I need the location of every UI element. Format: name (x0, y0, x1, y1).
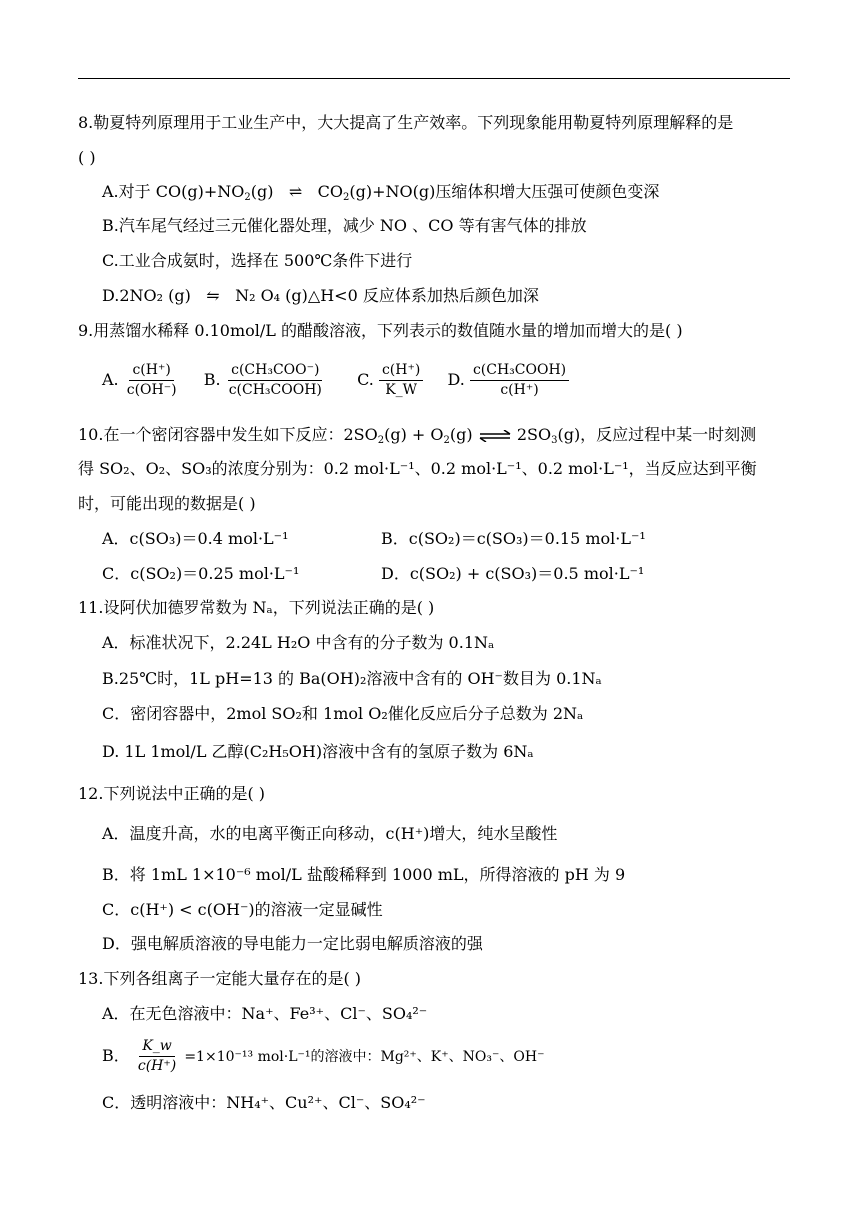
fraction: $\frac{c(H^+)}{K\_W}$ (379, 361, 423, 400)
q9-options (102, 358, 569, 402)
equilibrium-arrow-icon: ⇌ (288, 182, 303, 201)
q12-option-c[interactable]: C．c(H⁺) < c(OH⁻)的溶液一定显碱性 (102, 900, 383, 919)
q9-option-b[interactable]: B. $\frac{\text{c(CH₃COO⁻)}}{\text{c(CH₃COOH)}}$ (204, 370, 330, 389)
q8-stem: 8.勒夏特列原理用于工业生产中，大大提高了生产效率。下列现象能用勒夏特列原理解释的是 (78, 113, 734, 132)
q10-stem-line1: 10.在一个密闭容器中发生如下反应：$2SO_2(g) + O_2(g)$ $2SO_3(g)$，反应过程中某一时刻测 (78, 425, 757, 446)
q10-option-c[interactable]: C．c(SO₂)＝0.25 mol·L⁻¹ (102, 564, 300, 583)
q9-stem: 9.用蒸馏水稀释 0.10mol/L 的醋酸溶液，下列表示的数值随水量的增加而增大的是( ) (78, 321, 683, 340)
fraction: $\frac{\text{c(CH₃COOH)}}{c(H^+)}$ (470, 361, 569, 400)
q10-stem-line3: 时，可能出现的数据是( ) (78, 494, 256, 513)
q10-option-d[interactable]: D．c(SO₂) + c(SO₃)＝0.5 mol·L⁻¹ (381, 564, 645, 583)
equilibrium-arrow-icon: ⇋ (206, 286, 220, 305)
q8-option-a[interactable]: A.对于 $CO(g)+NO_2(g)$ ⇌ $CO_2(g)+NO(g)$压缩体积增大压强可使颜色变深 (102, 182, 660, 203)
q9-option-d[interactable]: D. $\frac{\text{c(CH₃COOH)}}{c(H^+)}$ (448, 370, 570, 389)
q12-option-a[interactable]: A．温度升高，水的电离平衡正向移动，c(H⁺)增大，纯水呈酸性 (102, 824, 558, 843)
equilibrium-arrow-icon (478, 430, 512, 442)
q8-option-c[interactable]: C.工业合成氨时，选择在 500℃条件下进行 (102, 251, 413, 270)
fraction: $\frac{c(H^+)}{c(OH^-)}$ (126, 362, 177, 398)
q9-option-c[interactable]: C. $\frac{c(H^+)}{K\_W}$ (357, 370, 428, 389)
q8-option-d[interactable]: D.2NO₂ (g) ⇋ N₂ O₄ (g)△H<0 反应体系加热后颜色加深 (102, 286, 539, 305)
header-rule (78, 78, 790, 79)
q12-stem: 12.下列说法中正确的是( ) (78, 784, 266, 803)
q13-option-c[interactable]: C．透明溶液中：NH₄⁺、Cu²⁺、Cl⁻、SO₄²⁻ (102, 1093, 426, 1112)
q13-option-a[interactable]: A．在无色溶液中：Na⁺、Fe³⁺、Cl⁻、SO₄²⁻ (102, 1004, 428, 1023)
q10-stem-line2: 得 SO₂、O₂、SO₃的浓度分别为：0.2 mol·L⁻¹、0.2 mol·L⁻¹、0.2 mol·L⁻¹，当反应达到平衡 (78, 459, 757, 478)
fraction: $\frac{\text{c(CH₃COO⁻)}}{\text{c(CH₃COOH)}}$ (228, 362, 322, 398)
q11-option-a[interactable]: A．标准状况下，2.24L H₂O 中含有的分子数为 0.1Nₐ (102, 633, 495, 652)
fraction: $\frac{K\_w}{c(H^+)}$ (137, 1038, 177, 1074)
q11-option-b[interactable]: B.25℃时，1L pH=13 的 Ba(OH)₂溶液中含有的 OH⁻数目为 0.1Nₐ (102, 669, 602, 688)
q9-option-a[interactable]: A. $\frac{c(H^+)}{c(OH^-)}$ (102, 370, 185, 389)
q13-stem: 13.下列各组离子一定能大量存在的是( ) (78, 969, 362, 988)
q11-option-d[interactable]: D. 1L 1mol/L 乙醇(C₂H₅OH)溶液中含有的氢原子数为 6Nₐ (102, 742, 534, 761)
q10-option-a[interactable]: A．c(SO₃)＝0.4 mol·L⁻¹ (102, 529, 289, 548)
q13-option-b[interactable]: B． $\frac{K\_w}{c(H^+)}$ =1×10⁻¹³ mol·L⁻¹的溶液中：Mg²⁺、K⁺、NO₃⁻、OH⁻ (102, 1038, 545, 1074)
q11-option-c[interactable]: C．密闭容器中，2mol SO₂和 1mol O₂催化反应后分子总数为 2Nₐ (102, 704, 584, 723)
q11-stem: 11.设阿伏加德罗常数为 Nₐ，下列说法正确的是( ) (78, 598, 435, 617)
q12-option-b[interactable]: B．将 1mL 1×10⁻⁶ mol/L 盐酸稀释到 1000 mL，所得溶液的 pH 为 9 (102, 865, 626, 884)
q12-option-d[interactable]: D．强电解质溶液的导电能力一定比弱电解质溶液的强 (102, 934, 483, 953)
q8-answer-paren: ( ) (78, 148, 96, 167)
q8-option-b[interactable]: B.汽车尾气经过三元催化器处理，减少 NO 、CO 等有害气体的排放 (102, 216, 587, 235)
q10-option-b[interactable]: B．c(SO₂)＝c(SO₃)＝0.15 mol·L⁻¹ (381, 529, 646, 548)
